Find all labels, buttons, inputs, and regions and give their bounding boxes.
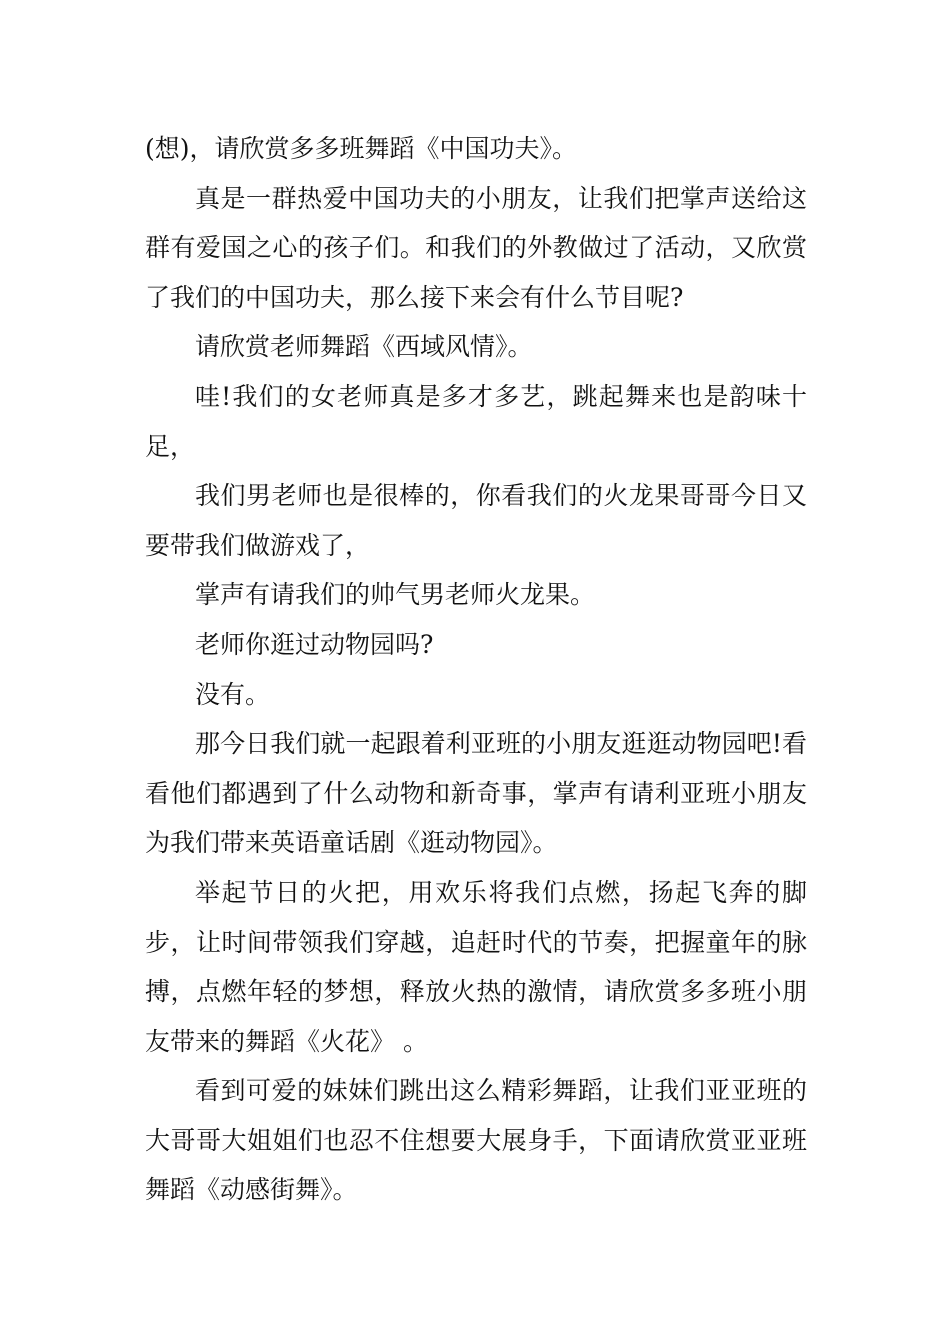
paragraph: 老师你逛过动物园吗? — [195, 629, 434, 659]
paragraph: 那今日我们就一起跟着利亚班的小朋友逛逛动物园吧!看看他们都遇到了什么动物和新奇事，掌声有请利亚班小朋友为我们带来英语童话剧《逛动物园》。 — [145, 729, 807, 858]
paragraph: 没有。 — [195, 679, 271, 709]
paragraph: 掌声有请我们的帅气男老师火龙果。 — [195, 580, 596, 610]
document-body — [145, 124, 807, 1215]
paragraph: 请欣赏老师舞蹈《西域风情》。 — [195, 332, 533, 362]
paragraph: 哇!我们的女老师真是多才多艺，跳起舞来也是韵味十足， — [145, 381, 807, 461]
paragraph: 举起节日的火把，用欢乐将我们点燃，扬起飞奔的脚步，让时间带领我们穿越，追赶时代的节奏，把握童年的脉搏，点燃年轻的梦想，释放火热的激情，请欣赏多多班小朋友带来的舞蹈《火花》 。 — [145, 877, 807, 1056]
paragraph: 真是一群热爱中国功夫的小朋友，让我们把掌声送给这群有爱国之心的孩子们。和我们的外教做过了活动，又欣赏了我们的中国功夫，那么接下来会有什么节目呢? — [145, 183, 807, 312]
paragraph: 看到可爱的妹妹们跳出这么精彩舞蹈，让我们亚亚班的大哥哥大姐姐们也忍不住想要大展身手，下面请欣赏亚亚班舞蹈《动感街舞》。 — [145, 1076, 807, 1205]
paragraph: 我们男老师也是很棒的，你看我们的火龙果哥哥今日又要带我们做游戏了， — [145, 481, 807, 560]
paragraph-continuation: (想)，请欣赏多多班舞蹈《中国功夫》。 — [145, 134, 578, 163]
